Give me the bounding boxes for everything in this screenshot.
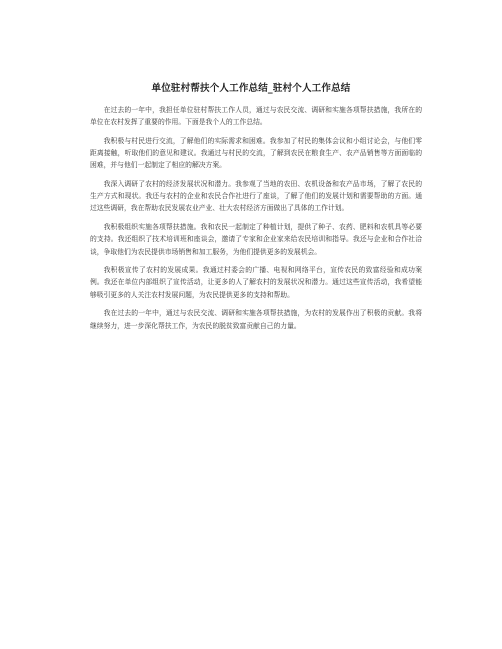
document-body bbox=[90, 104, 422, 338]
paragraph-4: 我积极组织实施各项帮扶措施。我和农民一起制定了种植计划，提供了种子、农药、肥料和农机具等必要的支持。我还组织了技术培训班和座谈会，邀请了专家和企业家来给农民培训和指导。我还与企业和合作社洽谈，争取他们为农民提供市场销售和加工服务，为他们提供更多的发展机会。 bbox=[90, 223, 422, 256]
paragraph-3: 我深入调研了农村的经济发展状况和潜力。我参观了当地的农田、农机设备和农产品市场，了解了农民的生产方式和现状。我还与农村的企业和农民合作社进行了座谈，了解了他们的发展计划和需要帮助的方面。通过这些调研，我在帮助农民发展农业产业、壮大农村经济方面做出了具体的工作计划。 bbox=[90, 180, 422, 213]
paragraph-5: 我积极宣传了农村的发展成果。我通过村委会的广播、电视和网络平台，宣传农民的致富经验和成功案例。我还在单位内部组织了宣传活动，让更多的人了解农村的发展状况和潜力。通过这些宣传活动，我希望能够吸引更多的人关注农村发展问题，为农民提供更多的支持和帮助。 bbox=[90, 266, 422, 299]
paragraph-1: 在过去的一年中，我担任单位驻村帮扶工作人员，通过与农民交流、调研和实施各项帮扶措施，我所在的单位在农村发挥了重要的作用。下面是我个人的工作总结。 bbox=[90, 106, 422, 127]
paragraph-6: 我在过去的一年中，通过与农民交流、调研和实施各项帮扶措施，为农村的发展作出了积极的贡献。我将继续努力，进一步深化帮扶工作，为农民的脱贫致富贡献自己的力量。 bbox=[90, 309, 422, 330]
document-title: 单位驻村帮扶个人工作总结_驻村个人工作总结 bbox=[151, 83, 351, 94]
paragraph-2: 我积极与村民进行交流，了解他们的实际需求和困难。我参加了村民的集体会议和小组讨论会，与他们零距离接触，听取他们的意见和建议。我通过与村民的交流，了解到农民在粮食生产、农产品销售等方面面临的困难，并与他们一起制定了相应的解决方案。 bbox=[90, 136, 422, 170]
